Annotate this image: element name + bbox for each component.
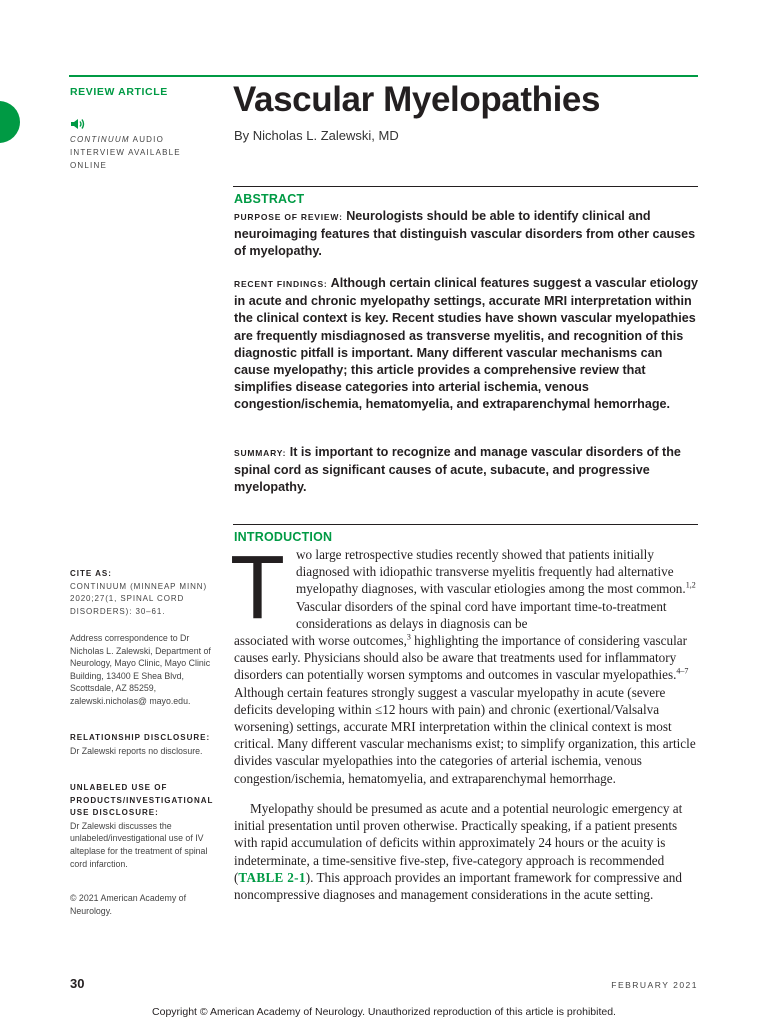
section-tab-marker: [0, 101, 20, 143]
abstract-purpose: PURPOSE OF REVIEW: Neurologists should be able to identify clinical and neuroimaging features that distinguish vascular disorders from other causes of myelopathy.: [234, 209, 696, 259]
unlabeled-text: Dr Zalewski discusses the unlabeled/investigational use of IV alteplase for the treatment of spinal cord infarction.: [70, 820, 208, 869]
table-2-1-link[interactable]: TABLE 2-1: [238, 869, 306, 885]
intro-paragraph-1: associated with worse outcomes,$^3$ highlighting the importance of considering vascular causes early. Physicians should also be aware that treatments used for inflammatory disorders can potentially worsen symptoms and outcomes in vascular myelopathies.$^{4-7}$ Although certain features strongly suggest a vascular myelopathy in acute (severe deficits developing within ≤12 hours with pain) and chronic (exertional/Valsalva worsening) settings, accurate MRI interpretation within the clinical context is most critical. Many different vascular mechanisms exist; to simplify organization, this article divides vascular myelopathies into the categories of arterial ischemia, venous congestion/ischemia, hematomyelia, and extraparenchymal hemorrhage.: [234, 632, 696, 786]
relationship-text: Dr Zalewski reports no disclosure.: [70, 745, 203, 756]
intro-heading: INTRODUCTION: [234, 530, 333, 544]
abstract-findings: RECENT FINDINGS: Although certain clinical features suggest a vascular etiology in acute and chronic myelopathy settings, accurate MRI interpretation within the clinical context is key. Recent studies have shown vascular myelopathies are frequently misdiagnosed as transverse myelitis, and recognition of this diagnostic pitfall is important. Many different vascular mechanisms can cause myelopathy; this article provides a comprehensive review that simplifies disease categories into arterial ischemia, venous congestion/ischemia, hematomyelia, and extraparenchymal hemorrhage.: [234, 276, 699, 412]
abstract-summary: SUMMARY: It is important to recognize and manage vascular disorders of the spinal cord as significant causes of acute, subacute, and progressive myelopathy.: [234, 445, 681, 495]
audio-speaker-icon[interactable]: [70, 117, 86, 131]
abstract-rule: [233, 186, 698, 187]
unlabeled-label: UNLABELED USE OF PRODUCTS/INVESTIGATIONAL USE DISCLOSURE:: [70, 783, 214, 818]
section-label: REVIEW ARTICLE: [70, 86, 168, 98]
sidebar-copyright: © 2021 American Academy of Neurology.: [70, 893, 187, 916]
correspondence-address: Address correspondence to Dr Nicholas L. Zalewski, Department of Neurology, Mayo Clinic, Mayo Clinic Building, 13400 E Shea Blvd, Scottsdale, AZ 85259, zalewski.nicholas@ mayo.edu.: [70, 633, 211, 706]
unlabeled-use-disclosure: [70, 782, 220, 870]
relationship-label: RELATIONSHIP DISCLOSURE:: [70, 733, 211, 742]
drop-cap: T: [230, 538, 285, 638]
article-title: Vascular Myelopathies: [233, 80, 601, 119]
relationship-disclosure: [70, 732, 220, 757]
issue-date: FEBRUARY 2021: [611, 980, 698, 990]
top-rule: [69, 75, 698, 77]
intro-rule: [233, 524, 698, 525]
copyright-notice: Copyright © American Academy of Neurology. Unauthorized reproduction of this article is prohibited.: [152, 1006, 616, 1018]
cite-label: CITE AS:: [70, 569, 112, 578]
cite-as: [70, 568, 220, 618]
audio-interview-note[interactable]: CONTINUUM AUDIO INTERVIEW AVAILABLE ONLINE: [70, 135, 181, 170]
intro-paragraph-2: Myelopathy should be presumed as acute and a potential neurologic emergency at initial presentation until proven otherwise. Practically speaking, if a patient presents with rapid accumulation of deficits within approximately 24 hours or the acuity is indeterminate, a time-sensitive five-step, five-category approach is recommended (TABLE 2-1). This approach provides an important framework for compressive and noncompressive diagnoses and management considerations in the acute setting.: [234, 801, 683, 903]
byline: By Nicholas L. Zalewski, MD: [234, 128, 399, 143]
intro-paragraph-1-indented: wo large retrospective studies recently showed that patients initially diagnosed with idiopathic transverse myelitis frequently had alternative myelopathy diagnoses, with vascular etiologies among the most common.$^{1,2}$ Vascular disorders of the spinal cord have important time-to-treatment considerations as delays in diagnosis can be: [296, 547, 696, 631]
abstract-heading: ABSTRACT: [234, 192, 305, 206]
cite-text: CONTINUUM (MINNEAP MINN) 2020;27(1, SPINAL CORD DISORDERS): 30–61.: [70, 581, 208, 616]
page-number: 30: [70, 976, 85, 991]
